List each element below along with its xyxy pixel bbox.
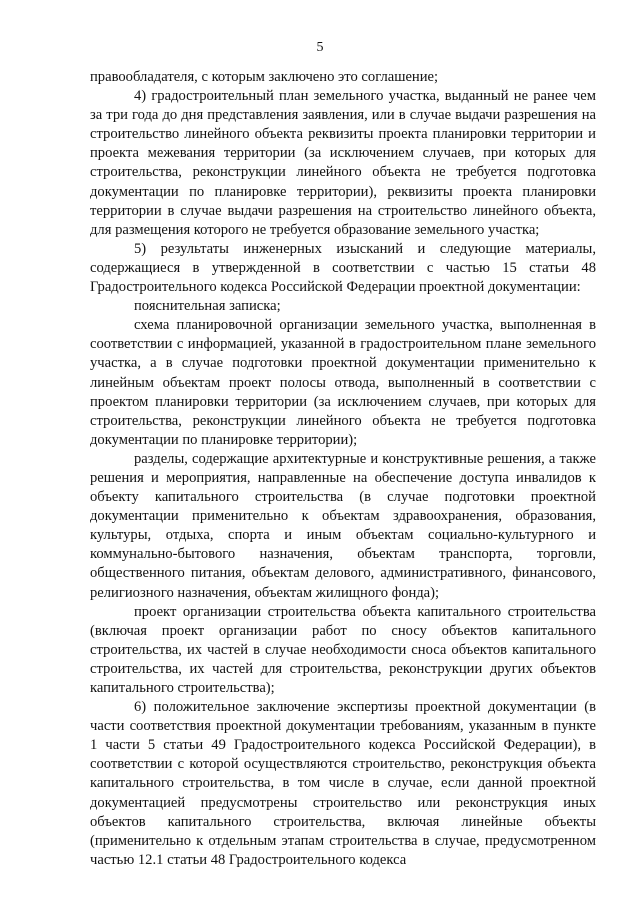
paragraph-item-6: 6) положительное заключение экспертизы проектной документации (в части соответствия проектной документации требованиям, указанным в пункте 1 части 5 статьи 49 Градостроительного кодекса Российской Федерации), в соответствии с которой осуществляются строительство, реконструкция объекта капитального строительства, в том числе в случае, если данной проектной документацией предусмотрены строительство или реконструкция иных объектов капитального строительства, включая линейные объекты (применительно к отдельным этапам строительства в случае, предусмотренном частью 12.1 статьи 48 Градостроительного кодекса — [90, 699, 596, 868]
paragraph-continuation: правообладателя, с которым заключено это соглашение; — [90, 69, 439, 85]
paragraph-explanatory-note: пояснительная записка; — [134, 298, 281, 315]
document-body — [90, 68, 596, 870]
paragraph-construction-project: проект организации строительства объекта капитального строительства (включая проект организации работ по сносу объектов капитального строительства, их частей в случае необходимости сноса объектов капитального строительства, их частей для строительства, реконструкции других объектов капитального строительства); — [90, 603, 596, 696]
paragraph-item-4: 4) градостроительный план земельного участка, выданный не ранее чем за три года до дня представления заявления, или в случае выдачи разрешения на строительство линейного объекта реквизиты проекта планировки территории и проекта межевания территории (за исключением случаев, при которых для строительства, реконструкции линейного объекта не требуется подготовка документации по планировке территории), реквизиты проекта планировки территории в случае выдачи разрешения на строительство линейного объекта, для размещения которого не требуется образование земельного участка; — [90, 88, 596, 238]
page-number: 5 — [316, 40, 324, 55]
paragraph-site-plan-scheme: схема планировочной организации земельного участка, выполненная в соответствии с информацией, указанной в градостроительном плане земельного участка, а в случае подготовки проектной документации применительно к линейным объектам проект полосы отвода, выполненный в соответствии с проектом планировки территории (за исключением случаев, при которых для строительства, реконструкции линейного объекта не требуется подготовка документации по планировке территории); — [90, 317, 596, 448]
paragraph-architectural-sections: разделы, содержащие архитектурные и конструктивные решения, а также решения и мероприятия, направленные на обеспечение доступа инвалидов к объекту капитального строительства (в случае подготовки проектной документации применительно к объектам здравоохранения, образования, культуры, отдыха, спорта и иным объектам социально-культурного и коммунально-бытового назначения, объектам транспорта, торговли, общественного питания, объектам делового, административного, финансового, религиозного назначения, объектам жилищного фонда); — [90, 450, 596, 601]
paragraph-item-5: 5) результаты инженерных изысканий и следующие материалы, содержащиеся в утвержденной в соответствии с частью 15 статьи 48 Градостроительного кодекса Российской Федерации проектной документации: — [90, 240, 596, 296]
